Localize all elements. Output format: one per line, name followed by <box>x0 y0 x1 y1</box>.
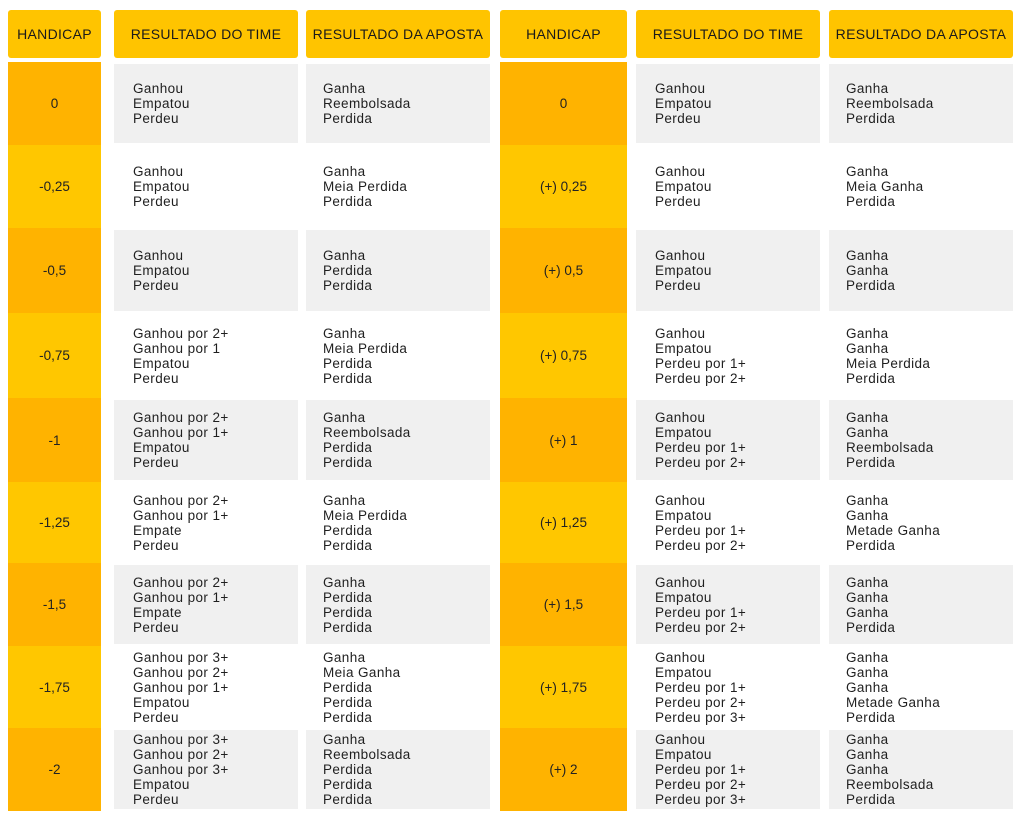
cell-line: Perdida <box>323 709 373 725</box>
cell-line: Meia Ganha <box>846 179 924 194</box>
cell-line: Ganha <box>846 664 889 680</box>
cell-line: Perdida <box>323 762 373 777</box>
cell-line: Perdida <box>323 619 373 635</box>
bet-result-cell <box>829 565 1013 644</box>
cell-line: Ganhou <box>655 325 706 341</box>
cell-line: Ganhou <box>655 574 706 590</box>
bet-result-cell <box>829 147 1013 226</box>
cell-line: Ganha <box>323 732 366 747</box>
cell-line: Ganha <box>846 574 889 590</box>
cell-line: Perdeu <box>133 792 179 807</box>
handicap-value: -1,75 <box>39 679 70 695</box>
cell-line: Ganha <box>846 732 889 747</box>
cell-line: Ganhou <box>655 248 706 263</box>
cell-line: Perdeu por 2+ <box>655 777 747 792</box>
cell-line: Ganha <box>323 649 366 665</box>
cell-line: Ganha <box>846 263 889 278</box>
cell-line: Ganhou por 2+ <box>133 747 229 762</box>
cell-line: Perdida <box>846 370 896 386</box>
cell-line: Ganhou por 2+ <box>133 410 229 425</box>
cell-line: Ganhou <box>133 248 184 263</box>
cell-line: Empatou <box>655 507 712 523</box>
handicap-cell <box>8 398 101 482</box>
cell-line: Perdida <box>323 792 373 807</box>
cell-line: Ganha <box>846 649 889 665</box>
cell-line: Perdida <box>323 263 373 278</box>
handicap-cell <box>500 728 627 811</box>
cell-line: Reembolsada <box>323 425 411 440</box>
cell-line: Ganhou por 2+ <box>133 325 229 341</box>
cell-line: Perdida <box>323 589 373 605</box>
handicap-cell <box>8 646 101 728</box>
cell-line: Perdida <box>323 355 373 371</box>
bet-result-cell <box>306 147 490 226</box>
cell-line: Reembolsada <box>323 747 411 762</box>
cell-line: Ganhou <box>655 732 706 747</box>
cell-line: Empatou <box>655 96 712 111</box>
cell-line: Ganha <box>323 81 366 96</box>
cell-line: Empatou <box>133 440 190 455</box>
cell-line: Perdeu por 3+ <box>655 792 747 807</box>
cell-line: Perdida <box>846 194 896 209</box>
cell-line: Reembolsada <box>846 96 934 111</box>
cell-line: Perdeu por 2+ <box>655 694 747 710</box>
bet-result-cell <box>306 315 490 396</box>
handicap-value: (+) 1,75 <box>540 679 587 695</box>
cell-line: Ganha <box>846 81 889 96</box>
cell-line: Perdeu <box>655 194 701 209</box>
cell-line: Meia Perdida <box>846 355 931 371</box>
handicap-cell <box>500 563 627 646</box>
cell-line: Ganhou por 2+ <box>133 664 229 680</box>
handicap-cell <box>8 313 101 398</box>
cell-line: Perdida <box>846 278 896 293</box>
cell-line: Ganhou <box>655 410 706 425</box>
cell-line: Perdeu por 2+ <box>655 370 747 386</box>
team-result-cell <box>636 315 820 396</box>
cell-line: Perdida <box>846 792 896 807</box>
cell-line: Perdeu por 1+ <box>655 762 747 777</box>
handicap-value: (+) 1,25 <box>540 515 587 530</box>
cell-line: Ganha <box>323 410 366 425</box>
handicap-value: -0,75 <box>39 348 70 363</box>
cell-line: Perdeu <box>133 619 179 635</box>
handicap-cell <box>500 646 627 728</box>
cell-line: Perdeu <box>133 370 179 386</box>
cell-line: Perdeu <box>133 111 179 126</box>
team-result-cell <box>114 400 298 480</box>
cell-line: Empatou <box>655 425 712 440</box>
handicap-cell <box>500 313 627 398</box>
cell-line: Ganha <box>846 747 889 762</box>
cell-line: Perdida <box>323 679 373 695</box>
cell-line: Ganha <box>323 164 366 179</box>
cell-line: Meia Perdida <box>323 179 408 194</box>
team-result-cell <box>114 315 298 396</box>
cell-line: Perdeu <box>133 455 179 470</box>
cell-line: Empate <box>133 522 182 538</box>
cell-line: Ganha <box>323 492 366 508</box>
handicap-value: (+) 2 <box>549 762 578 777</box>
cell-line: Perdida <box>323 440 373 455</box>
cell-line: Empatou <box>133 355 190 371</box>
handicap-cell <box>500 62 627 145</box>
handicap-value: -0,25 <box>39 179 70 194</box>
handicap-value: (+) 1 <box>549 432 578 448</box>
bet-result-cell <box>306 648 490 726</box>
cell-line: Perdeu por 2+ <box>655 455 747 470</box>
cell-line: Ganhou por 2+ <box>133 574 229 590</box>
column-header: HANDICAP <box>8 10 101 58</box>
cell-line: Perdida <box>323 370 373 386</box>
handicap-value: -0,5 <box>42 263 67 278</box>
team-result-cell <box>636 400 820 480</box>
cell-line: Empatou <box>655 263 712 278</box>
cell-line: Empatou <box>655 589 712 605</box>
cell-line: Empatou <box>133 694 190 710</box>
bet-result-cell <box>306 64 490 143</box>
cell-line: Ganha <box>846 507 889 523</box>
cell-line: Perdida <box>846 455 896 470</box>
bet-result-cell <box>829 730 1013 809</box>
handicap-value: (+) 0,5 <box>543 263 584 278</box>
bet-result-cell <box>306 730 490 809</box>
cell-line: Ganha <box>846 340 889 356</box>
cell-line: Perdeu por 2+ <box>655 619 747 635</box>
cell-line: Ganhou por 3+ <box>133 649 229 665</box>
cell-line: Empatou <box>133 179 190 194</box>
bet-result-cell <box>829 400 1013 480</box>
cell-line: Ganhou por 1+ <box>133 425 229 440</box>
cell-line: Ganha <box>846 425 889 440</box>
cell-line: Ganhou <box>655 81 706 96</box>
cell-line: Perdeu <box>655 278 701 293</box>
column-header: HANDICAP <box>500 10 627 58</box>
cell-line: Ganha <box>846 679 889 695</box>
team-result-cell <box>636 565 820 644</box>
team-result-cell <box>636 648 820 726</box>
cell-line: Ganhou <box>655 492 706 508</box>
cell-line: Ganha <box>846 164 889 179</box>
cell-line: Ganhou <box>133 164 184 179</box>
handicap-value: (+) 0,25 <box>540 179 587 194</box>
cell-line: Reembolsada <box>846 440 934 455</box>
bet-result-cell <box>306 484 490 561</box>
cell-line: Perdida <box>846 619 896 635</box>
cell-line: Perdeu <box>133 537 179 553</box>
handicap-value: 0 <box>559 96 568 111</box>
cell-line: Perdeu por 1+ <box>655 522 747 538</box>
cell-line: Perdeu por 1+ <box>655 604 747 620</box>
column-header: RESULTADO DO TIME <box>114 10 298 58</box>
bet-result-cell <box>306 565 490 644</box>
cell-line: Perdeu <box>133 278 179 293</box>
handicap-cell <box>8 563 101 646</box>
cell-line: Perdeu por 3+ <box>655 709 747 725</box>
cell-line: Perdida <box>846 537 896 553</box>
handicap-cell <box>8 228 101 313</box>
cell-line: Perdeu <box>133 709 179 725</box>
cell-line: Ganhou por 1 <box>133 340 221 356</box>
team-result-cell <box>114 648 298 726</box>
cell-line: Ganhou por 1+ <box>133 679 229 695</box>
cell-line: Ganha <box>323 325 366 341</box>
cell-line: Perdeu por 1+ <box>655 440 747 455</box>
bet-result-cell <box>306 400 490 480</box>
handicap-value: -1,5 <box>42 597 67 612</box>
cell-line: Perdeu <box>655 111 701 126</box>
handicap-value: (+) 0,75 <box>540 348 587 363</box>
handicap-cell <box>500 398 627 482</box>
column-header: RESULTADO DA APOSTA <box>306 10 490 58</box>
cell-line: Ganha <box>846 492 889 508</box>
cell-line: Perdida <box>323 194 373 209</box>
cell-line: Perdida <box>323 694 373 710</box>
cell-line: Reembolsada <box>846 777 934 792</box>
handicap-value: -2 <box>48 762 61 777</box>
cell-line: Ganhou por 3+ <box>133 732 229 747</box>
cell-line: Ganha <box>846 762 889 777</box>
cell-line: Perdida <box>323 604 373 620</box>
cell-line: Meia Perdida <box>323 340 408 356</box>
cell-line: Metade Ganha <box>846 522 941 538</box>
cell-line: Perdida <box>323 278 373 293</box>
handicap-cell <box>8 728 101 811</box>
handicap-value: (+) 1,5 <box>543 597 584 612</box>
bet-result-cell <box>829 64 1013 143</box>
bet-result-cell <box>829 484 1013 561</box>
cell-line: Perdida <box>323 111 373 126</box>
bet-result-cell <box>306 230 490 311</box>
cell-line: Ganhou por 2+ <box>133 492 229 508</box>
team-result-cell <box>114 484 298 561</box>
cell-line: Ganha <box>846 248 889 263</box>
bet-result-cell <box>829 230 1013 311</box>
cell-line: Empatou <box>133 263 190 278</box>
cell-line: Ganhou <box>133 81 184 96</box>
cell-line: Ganhou por 3+ <box>133 762 229 777</box>
handicap-cell <box>500 482 627 563</box>
column-header: RESULTADO DO TIME <box>636 10 820 58</box>
handicap-cell <box>8 62 101 145</box>
cell-line: Perdeu por 1+ <box>655 355 747 371</box>
cell-line: Ganha <box>846 325 889 341</box>
cell-line: Empatou <box>133 777 190 792</box>
cell-line: Meia Perdida <box>323 507 408 523</box>
cell-line: Perdeu por 2+ <box>655 537 747 553</box>
handicap-cell <box>8 145 101 228</box>
cell-line: Ganhou <box>655 649 706 665</box>
handicap-value: -1,25 <box>39 515 70 530</box>
handicap-cell <box>500 228 627 313</box>
handicap-cell <box>500 145 627 228</box>
team-result-cell <box>114 64 298 143</box>
cell-line: Ganha <box>846 604 889 620</box>
cell-line: Reembolsada <box>323 96 411 111</box>
cell-line: Ganhou por 1+ <box>133 507 229 523</box>
cell-line: Empatou <box>133 96 190 111</box>
cell-line: Ganhou por 1+ <box>133 589 229 605</box>
cell-line: Ganha <box>846 589 889 605</box>
cell-line: Ganhou <box>655 164 706 179</box>
bet-result-cell <box>829 315 1013 396</box>
team-result-cell <box>636 230 820 311</box>
team-result-cell <box>636 484 820 561</box>
team-result-cell <box>636 64 820 143</box>
team-result-cell <box>636 730 820 809</box>
team-result-cell <box>114 730 298 809</box>
cell-line: Perdida <box>846 709 896 725</box>
team-result-cell <box>114 230 298 311</box>
cell-line: Ganha <box>323 574 366 590</box>
cell-line: Perdeu por 1+ <box>655 679 747 695</box>
cell-line: Perdida <box>846 111 896 126</box>
cell-line: Perdida <box>323 777 373 792</box>
cell-line: Metade Ganha <box>846 694 941 710</box>
handicap-value: -1 <box>48 432 61 448</box>
handicap-cell <box>8 482 101 563</box>
cell-line: Empatou <box>655 747 712 762</box>
cell-line: Ganha <box>846 410 889 425</box>
cell-line: Perdida <box>323 455 373 470</box>
cell-line: Empatou <box>655 340 712 356</box>
team-result-cell <box>114 565 298 644</box>
team-result-cell <box>114 147 298 226</box>
handicap-value: 0 <box>50 96 59 111</box>
cell-line: Empatou <box>655 179 712 194</box>
cell-line: Perdeu <box>133 194 179 209</box>
cell-line: Ganha <box>323 248 366 263</box>
column-header: RESULTADO DA APOSTA <box>829 10 1013 58</box>
cell-line: Perdida <box>323 522 373 538</box>
team-result-cell <box>636 147 820 226</box>
cell-line: Empate <box>133 604 182 620</box>
bet-result-cell <box>829 648 1013 726</box>
cell-line: Perdida <box>323 537 373 553</box>
cell-line: Empatou <box>655 664 712 680</box>
cell-line: Meia Ganha <box>323 664 401 680</box>
